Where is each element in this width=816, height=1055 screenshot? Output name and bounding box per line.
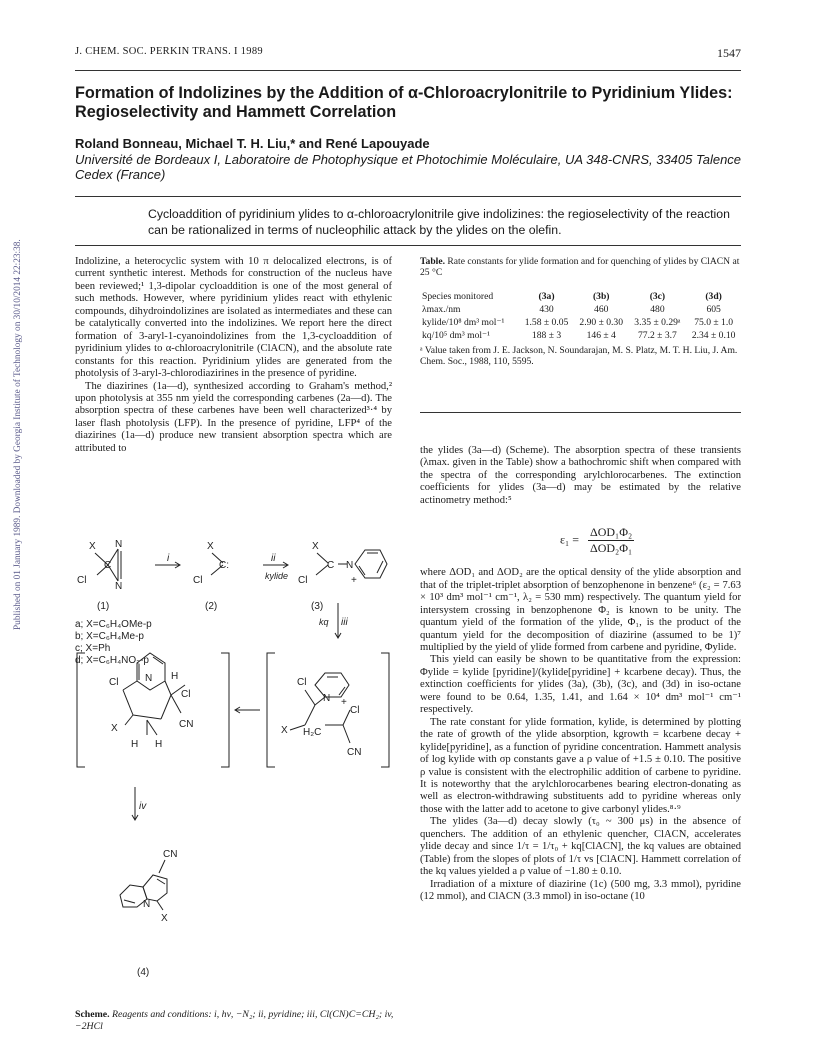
extinction-equation: [560, 525, 634, 556]
C-atom-label: C: [327, 560, 335, 571]
arrow-label-i: i: [167, 553, 170, 564]
substituent-d: d; X=C₆H₄NO₂-p: [75, 655, 149, 666]
table-header-cell: (3c): [649, 291, 666, 302]
CN-label: CN: [163, 849, 178, 860]
X-atom-label: X: [89, 541, 96, 552]
rate-table: [420, 256, 741, 367]
table-footnote: ᵃ Value taken from J. E. Jackson, N. Soundarajan, M. S. Platz, M. T. H. Liu, J. Am. Chem. Soc., 1988, 110, 5595.: [420, 345, 738, 367]
substituent-a: a; X=C₆H₄OMe-p: [75, 619, 152, 630]
rate-table-grid: [420, 290, 741, 342]
abstract-bottom-rule: [75, 245, 741, 246]
kq-label: kq: [319, 617, 329, 627]
CN-label: CN: [347, 747, 362, 758]
X-atom-label: X: [207, 541, 214, 552]
equation-denominator: ΔOD₂Φ₁: [590, 541, 633, 555]
kylide-label: kylide: [265, 571, 289, 581]
H-atom-label: H: [131, 739, 139, 750]
page-number: 1547: [717, 46, 741, 60]
H-atom-label: H: [155, 739, 163, 750]
table-row: kq/10⁵ dm³ mol⁻¹ 188 ± 3 146 ± 4 77.2 ± 3.7 2.34 ± 0.10: [422, 330, 736, 341]
table-caption: Table. Rate constants for ylide formation and for quenching of ylides by ClACN at 25 °C: [420, 256, 740, 278]
equation-numerator: ΔOD₁Φ₂: [590, 525, 633, 539]
table-header-cell: (3b): [592, 291, 610, 302]
table-row: kylide/10⁸ dm³ mol⁻¹ 1.58 ± 0.05 2.90 ± 0.30 3.35 ± 0.29ᵃ 75.0 ± 1.0: [422, 317, 734, 328]
diazirine-paragraph: The diazirines (1a—d), synthesized according to Graham's method,² upon photolysis at 355 nm yield the corresponding carbenes (2a—d). The absorption spectra of these carbenes have been well characterized³·⁴ by laser flash photolysis (LFP). In the presence of pyridine, LFP⁴ of the diazirines (1a—d) produce new transient absorption spectra which are attributed to: [75, 380, 392, 454]
arrow-label-ii: ii: [271, 553, 276, 564]
plus-charge: +: [341, 697, 347, 708]
reaction-scheme: [75, 535, 395, 1003]
N-atom-label: N: [143, 899, 151, 910]
Cl-atom-label: Cl: [297, 677, 307, 688]
N-atom-label: N: [323, 693, 331, 704]
Cl-atom-label: Cl: [193, 575, 203, 586]
arrow-label-iv: iv: [139, 801, 147, 812]
scheme-caption: [75, 1009, 395, 1033]
N-atom-label: N: [115, 581, 123, 592]
header-rule: [75, 70, 741, 71]
compound-label-4: (4): [137, 967, 150, 978]
N-atom-label: N: [346, 560, 354, 571]
H-atom-label: H: [171, 671, 179, 682]
table-header-row: [420, 290, 741, 303]
table-header-cell: (3d): [705, 291, 722, 302]
compound-label-3: (3): [311, 601, 324, 612]
authors: Roland Bonneau, Michael T. H. Liu,* and René Lapouyade: [75, 136, 430, 151]
Cl-atom-label: Cl: [350, 705, 360, 716]
plus-charge: +: [351, 575, 357, 586]
Cl-atom-label: Cl: [109, 677, 119, 688]
download-watermark: [2, 190, 23, 630]
decay-paragraph: The ylides (3a—d) decay slowly (τ₀ ~ 300 μs) in the absence of quenchers. The addition of an ethylenic quencher, ClACN, accelerates ylide decay and since 1/τ = 1/τ₀ + kq[ClACN], the kq values are obtained (Table) from the slopes of plots of 1/τ vs [ClACN]. Hammett correlation of the kq values yielded a ρ value of −1.80 ± 0.10.: [420, 816, 741, 878]
affiliation: Université de Bordeaux I, Laboratoire de Photophysique et Photochimie Moléculaire, UA 348-CNRS, 33405 Talence Cedex (France): [75, 152, 742, 182]
X-atom-label: X: [281, 725, 288, 736]
H2C-label: H₂C: [303, 727, 322, 738]
table-rule: [420, 412, 741, 413]
table-header-cell: Species monitored: [422, 291, 494, 302]
substituent-c: c; X=Ph: [75, 643, 111, 654]
journal-name: J. CHEM. SOC. PERKIN TRANS. I 1989: [75, 46, 263, 57]
C-atom-label: C: [104, 560, 112, 571]
intro-paragraph: Indolizine, a heterocyclic system with 10 π delocalized electrons, is of current synthetic interest. Methods for construction of the nucleus have been reviewed;¹ 1,3-dipolar cycloaddition is one of the most general of such methods. However, where pyridinium ylides react with ethylenic compounds, dihydroindolizines are isolated as intermediates and these can be catalytically converted into the indolizines. We report here the direct formation of 3-aryl-1-cyanoindolizines from the 1,3-cycloaddition of pyridinium ylides to α-chloroacrylonitrile (ClACN), and the absolute rate constants for this reaction. Pyridinium ylides are generated from the photolysis of 3-aryl-3-chlorodiazirines in the presence of pyridine.: [75, 256, 392, 380]
article-title: Formation of Indolizines by the Addition of α-Chloroacrylonitrile to Pyridinium Ylides: Regioselectivity and Hammett Correlation: [75, 84, 733, 121]
table-row: λmax./nm 430 460 480 605: [422, 304, 721, 315]
right-column: [420, 445, 741, 904]
X-atom-label: X: [161, 913, 168, 924]
scheme-caption-label: Scheme.: [75, 1009, 110, 1020]
CN-label: CN: [179, 719, 194, 730]
equation-fraction: [588, 525, 634, 556]
yield-paragraph: This yield can easily be shown to be quantitative from the expression: Φylide = kylide [pyridine]/(kylide[pyridine] + kcarbene decay). Thus, the extinction coefficients for ylides (3a), (3b), (3c), and (3d) in iso-octane were found to be 0.64, 1.35, 1.41, and 1.64 × 10⁴ dm³ mol⁻¹ cm⁻¹ respectively.: [420, 654, 741, 716]
substituent-b: b; X=C₆H₄Me-p: [75, 631, 144, 642]
left-column: [75, 256, 392, 455]
scheme-caption-text: Reagents and conditions: i, hν, −N₂; ii, pyridine; iii, Cl(CN)C=CH₂; iv, −2HCl: [75, 1009, 394, 1032]
table-header-cell: (3a): [538, 291, 555, 302]
abstract: Cycloaddition of pyridinium ylides to α-chloroacrylonitrile give indolizines: the regioselectivity of the reaction can be rationalized in terms of nucleophilic attack by the ylides on the olefin.: [148, 207, 730, 237]
compound-label-2: (2): [205, 601, 218, 612]
N-atom-label: N: [145, 673, 153, 684]
abstract-top-rule: [75, 196, 741, 197]
X-atom-label: X: [111, 723, 118, 734]
actinometry-paragraph: where ΔOD₁ and ΔOD₂ are the optical density of the ylide absorption and that of the triplet-triplet absorption of benzophenone in benzene⁶ (ε₂ = 7.63 × 10³ dm³ mol⁻¹ cm⁻¹, λ₂ = 530 mm) respectively. The quantum yield for intersystem crossing in benzophenone Φ₂ is known to be unity. The quantum yield of the formation of the ylide, Φ₁, is the product of the quantum yield for the decomposition of diazirine (assumed to be 1)⁷ multiplied by the yield of ylide formed from carbene and pyridine, Φylide.: [420, 567, 741, 653]
download-watermark-text: Published on 01 January 1989. Downloaded by Georgia Institute of Technology on 30/10/2014 22:23:38.: [13, 239, 23, 630]
N-atom-label: N: [115, 539, 123, 550]
Cl-atom-label: Cl: [77, 575, 87, 586]
X-atom-label: X: [312, 541, 319, 552]
carbene-label: C:: [219, 560, 229, 571]
rate-constant-paragraph: The rate constant for ylide formation, kylide, is determined by plotting the rate of growth of the ylide absorption, kgrowth = kcarbene decay + kylide[pyridine], as a function of pyridine concentration. Hammett analysis of log kylide with σp constants gave a ρ value of +1.5 ± 0.10. The positive ρ value is consistent with the electrophilic addition of carbene to pyridine. It is noteworthy that the arylchlorocarbenes bearing electron-donating as well as electron-withdrawing substituents add to pyridine whereas only those with the latter add to acetone to give carbonyl ylides.⁸·⁹: [420, 716, 741, 815]
ylide-paragraph: the ylides (3a—d) (Scheme). The absorption spectra of these transients (λmax. given in the Table) show a bathochromic shift when compared with the spectra of the corresponding arylchlorocarbenes. The extinction coefficients for ylides (3a—d) may be estimated by the relative actinometry method:⁵: [420, 445, 741, 506]
equation-lhs: ε₁ =: [560, 532, 579, 547]
Cl-atom-label: Cl: [298, 575, 308, 586]
Cl-atom-label: Cl: [181, 689, 191, 700]
irradiation-paragraph: Irradiation of a mixture of diazirine (1c) (500 mg, 3.3 mmol), pyridine (12 mmol), and ClACN (3.3 mmol) in iso-octane (10: [420, 878, 741, 903]
compound-label-1: (1): [97, 601, 110, 612]
arrow-label-iii: iii: [341, 617, 348, 628]
